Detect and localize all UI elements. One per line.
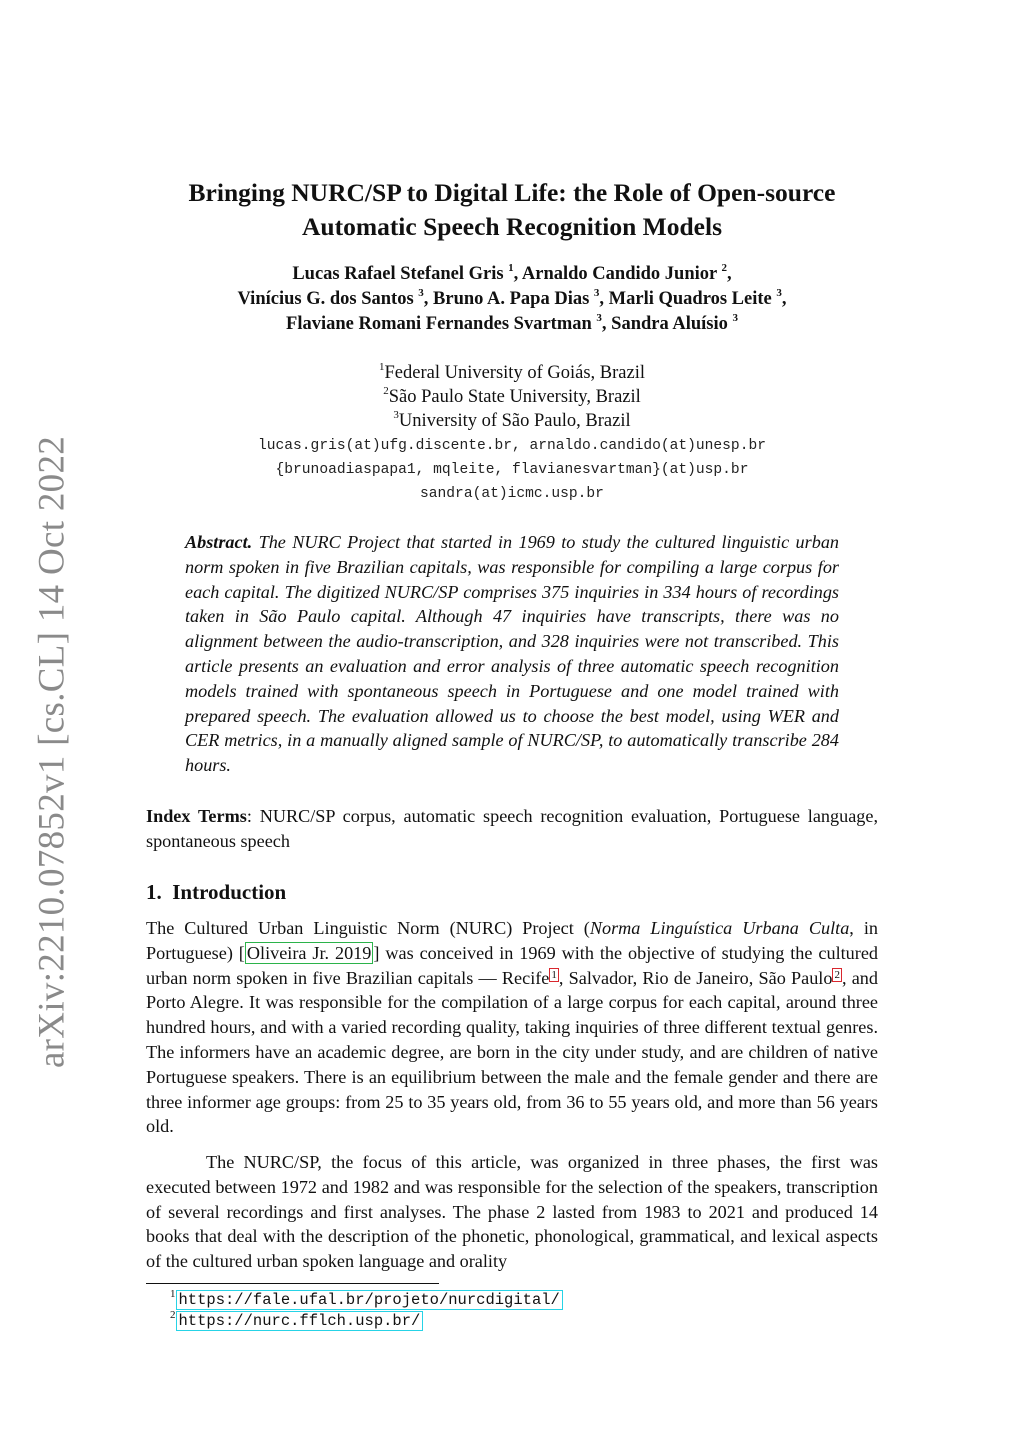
author-affiliation-mark: 2 xyxy=(721,261,728,274)
affiliation-text: São Paulo State University, Brazil xyxy=(388,387,641,407)
author-name: Vinícius G. dos Santos xyxy=(237,289,414,309)
affiliation-text: University of São Paulo, Brazil xyxy=(398,411,631,431)
author-name: Flaviane Romani Fernandes Svartman xyxy=(286,314,592,334)
author-name: Sandra Aluísio xyxy=(611,314,728,334)
author-affiliation-mark: 3 xyxy=(596,311,602,324)
index-terms xyxy=(146,804,878,854)
author-affiliation-mark: 3 xyxy=(593,286,600,299)
email-line: lucas.gris(at)ufg.discente.br, arnaldo.candido(at)unesp.br xyxy=(258,438,766,454)
affiliation xyxy=(140,385,884,409)
email-list xyxy=(140,434,884,506)
abstract xyxy=(185,530,839,778)
footnote-number: 1 xyxy=(170,1287,176,1300)
section-heading xyxy=(146,878,286,906)
author-affiliation-mark: 3 xyxy=(418,286,424,299)
arxiv-identifier: arXiv:2210.07852v1 [cs.CL] 14 Oct 2022 xyxy=(31,435,73,1069)
affiliation-number: 1 xyxy=(379,360,385,373)
footnote-url-link[interactable]: https://fale.ufal.br/projeto/nurcdigital/ xyxy=(176,1290,563,1310)
paragraph-text: , in Portuguese) [ xyxy=(146,918,879,963)
author-line-1 xyxy=(140,262,884,287)
author-name: Bruno A. Papa Dias xyxy=(433,289,590,309)
index-terms-text: : NURC/SP corpus, automatic speech recognition evaluation, Portuguese language, spontaneous speech xyxy=(146,806,878,851)
author-affiliation-mark: 1 xyxy=(508,261,514,274)
email-line: {brunoadiaspapa1, mqleite, flavianesvartman}(at)usp.br xyxy=(275,462,749,478)
author-line-3 xyxy=(140,312,884,337)
author-separator: , xyxy=(781,289,787,309)
author-name: Marli Quadros Leite xyxy=(608,289,772,309)
title-line-1: Bringing NURC/SP to Digital Life: the Role of Open-source xyxy=(188,178,836,207)
index-terms-label: Index Terms xyxy=(146,806,247,826)
footnotes xyxy=(170,1287,563,1332)
author-name: Lucas Rafael Stefanel Gris xyxy=(292,264,504,284)
paragraph-text: The Cultured Urban Linguistic Norm (NURC) Project ( xyxy=(146,918,590,938)
email-line: sandra(at)icmc.usp.br xyxy=(420,486,604,502)
author-affiliation-mark: 3 xyxy=(732,311,738,324)
author-name: Arnaldo Candido Junior xyxy=(521,264,717,284)
footnote-link-1[interactable]: 1 xyxy=(551,968,557,981)
author-separator: , xyxy=(423,289,434,309)
section-title: Introduction xyxy=(172,880,287,904)
paragraph-text: ] was conceived in 1969 with the objective of studying the cultured urban norm spoken in five Brazilian capitals — Recife xyxy=(146,942,878,988)
footnote-2 xyxy=(170,1308,563,1332)
affiliation-number: 3 xyxy=(393,408,399,421)
section-number: 1. xyxy=(146,880,162,904)
paragraph-text: , Salvador, Rio de Janeiro, São Paulo xyxy=(558,967,833,988)
footnote-link-2[interactable]: 2 xyxy=(834,968,840,981)
affiliation-list xyxy=(140,361,884,433)
intro-paragraph-2: The NURC/SP, the focus of this article, was organized in three phases, the first was executed between 1972 and 1982 and was responsible for the selection of the speakers, transcription of several recordings and first analyses. The phase 2 lasted from 1983 to 2021 and produced 14 books that deal with the description of the phonetic, phonological, grammatical, and lexical aspects of the cultured urban spoken language and orality xyxy=(146,1152,878,1272)
footnote-separator xyxy=(146,1283,439,1284)
abstract-text: The NURC Project that started in 1969 to study the cultured linguistic urban norm spoken in five Brazilian capitals, was responsible for compiling a large corpus for each capital. The digitized NURC/SP comprises 375 inquiries in 334 hours of recordings taken in São Paulo capital. Although 47 inquiries have transcripts, there was no alignment between the audio-transcription, and 328 inquiries were not transcribed. This article presents an evaluation and error analysis of three automatic speech recognition models trained with spontaneous speech in Portuguese and one model trained with prepared speech. The evaluation allowed us to choose the best model, using WER and CER metrics, in a manually aligned sample of NURC/SP, to automatically transcribe 284 hours. xyxy=(185,532,840,776)
author-line-2 xyxy=(140,287,884,312)
affiliation-number: 2 xyxy=(383,384,389,397)
abstract-label: Abstract. xyxy=(185,532,253,552)
footnote-url-link[interactable]: https://nurc.fflch.usp.br/ xyxy=(176,1311,424,1331)
affiliation-text: Federal University of Goiás, Brazil xyxy=(384,363,645,383)
paragraph-text: , and Porto Alegre. It was responsible for the compilation of a large corpus for each capital, around three hundred hours, and with a varied recording quality, taking inquiries of three different textual genres. The informers have an academic degree, are born in the city under study, and are children of native Portuguese speakers. There is an equilibrium between the male and the female gender and there are three informer age groups: from 25 to 35 years old, from 36 to 55 years old, and more than 56 years old. xyxy=(146,967,878,1137)
author-affiliation-mark: 3 xyxy=(776,286,782,299)
paper-title xyxy=(140,176,884,244)
author-separator: , xyxy=(599,289,609,309)
paragraph-italic-text: Norma Linguística Urbana Culta xyxy=(589,918,850,938)
intro-paragraph-1 xyxy=(146,916,878,1139)
footnote-number: 2 xyxy=(170,1308,176,1321)
affiliation xyxy=(140,409,884,433)
title-line-2: Automatic Speech Recognition Models xyxy=(301,212,722,241)
citation-link[interactable]: Oliveira Jr. 2019 xyxy=(246,942,372,963)
author-list xyxy=(140,262,884,337)
author-separator: , xyxy=(513,264,522,284)
footnote-1 xyxy=(170,1287,563,1311)
affiliation xyxy=(140,361,884,385)
author-separator: , xyxy=(601,314,612,334)
author-separator: , xyxy=(727,264,732,284)
